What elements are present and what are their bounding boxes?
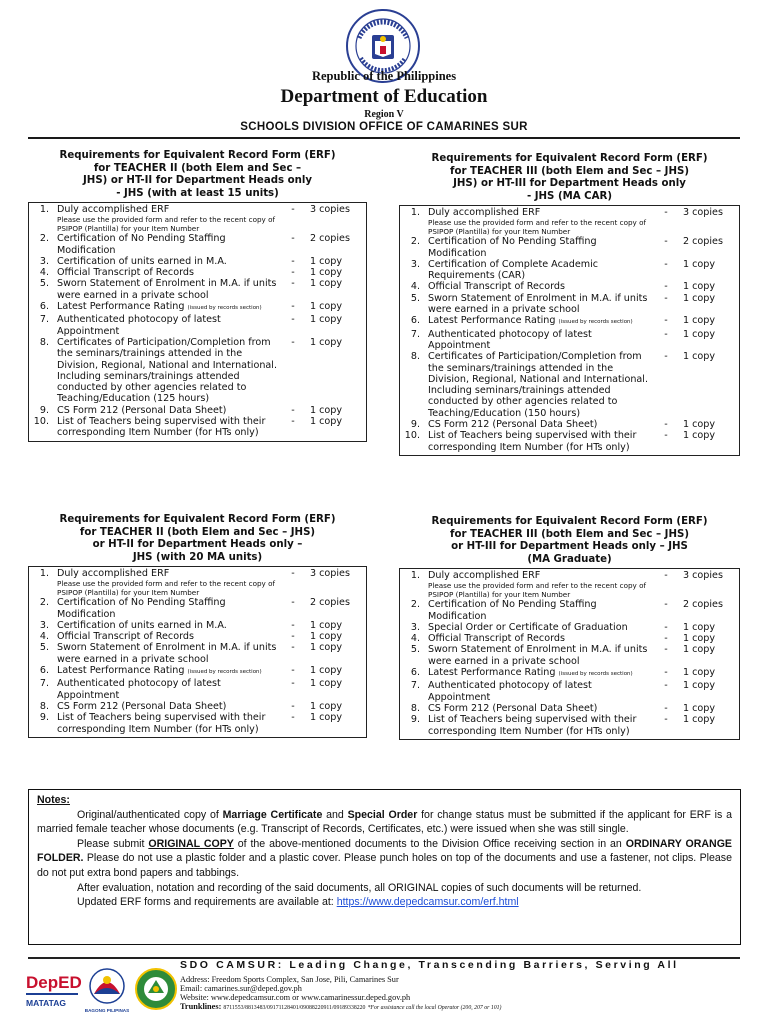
list-item: 4. Official Transcript of Records - 1 copy xyxy=(39,267,343,279)
requirements-teacher2-15units xyxy=(28,150,367,442)
list-item: 3. Certification of Complete Academic Requirements (CAR) - 1 copy xyxy=(410,258,716,282)
list-item: 8. CS Form 212 (Personal Data Sheet) - 1 copy xyxy=(410,702,716,714)
erf-forms-link[interactable]: https://www.depedcamsur.com/erf.html xyxy=(336,896,519,909)
list-item: 1. Duly accomplished ERF Please use the provided form and refer to the recent copy of PSIPOP (Plantilla) for your Item Number - 3 copies xyxy=(410,207,723,237)
requirements-list xyxy=(28,566,367,738)
list-item: 2. Certification of No Pending Staffing Modification - 2 copies xyxy=(410,599,723,622)
header-department: Department of Education xyxy=(280,86,488,107)
footer-website[interactable]: Website: www.depedcamsur.com or www.camarinessur.deped.gov.ph xyxy=(180,993,411,1002)
notes-paragraph-3: After evaluation, notation and recording of the said documents, all ORIGINAL copies of such documents will be returned. xyxy=(77,881,642,894)
header-division: SCHOOLS DIVISION OFFICE OF CAMARINES SUR xyxy=(240,121,528,133)
list-item: 7. Authenticated photocopy of latest Appointment - 1 copy xyxy=(410,680,716,703)
list-item: 2. Certification of No Pending Staffing Modification - 2 copies xyxy=(39,233,350,256)
footer-motto: SDO CAMSUR: Leading Change, Transcending Barriers, Serving All xyxy=(180,959,679,971)
list-item: 10. List of Teachers being supervised with their corresponding Item Number (for HTs only) - 1 copy xyxy=(404,430,716,453)
list-item: 4. Official Transcript of Records - 1 copy xyxy=(39,631,343,643)
list-item: 9. List of Teachers being supervised with their corresponding Item Number (for HTs only) - 1 copy xyxy=(39,712,343,735)
header-republic: Republic of the Philippines xyxy=(311,69,457,83)
footer-logos xyxy=(24,962,184,1020)
list-item: 9. CS Form 212 (Personal Data Sheet) - 1 copy xyxy=(39,404,343,416)
list-item: 4. Official Transcript of Records - 1 copy xyxy=(410,281,716,293)
list-item: 2. Certification of No Pending Staffing Modification - 2 copies xyxy=(410,236,723,259)
list-item: 3. Special Order or Certificate of Graduation - 1 copy xyxy=(410,621,716,633)
notes-paragraph-1: Original/authenticated copy of Marriage Certificate and Special Order for change status must be submitted if the applicant for ERF is a married female teacher whose documents (e.g. Transcript of Records, Certificates, etc.) were issued when she was still single. xyxy=(37,808,733,836)
list-item: 7. Authenticated photocopy of latest Appointment - 1 copy xyxy=(39,678,343,701)
notes-paragraph-2: Please submit ORIGINAL COPY of the above-mentioned documents to the Division Office receiving section in an ORDINARY ORANGE FOLDER. Please do not use a plastic folder and a plastic cover. Please punch holes on top of the documents and use a fastener, not clips. Please do not put extra bond papers and tabbings. xyxy=(37,837,732,879)
list-item: 6. Latest Performance Rating (issued by records section) - 1 copy xyxy=(39,665,343,677)
requirements-list xyxy=(399,568,740,740)
list-item: 1. Duly accomplished ERF Please use the provided form and refer to the recent copy of PSIPOP (Plantilla) for your Item Number - 3 copies xyxy=(410,570,723,600)
logo-matatag-text: MATATAG xyxy=(26,998,66,1008)
list-item: 5. Sworn Statement of Enrolment in M.A. if units were earned in a private school - 1 copy xyxy=(39,278,343,301)
list-item: 10. List of Teachers being supervised with their corresponding Item Number (for HTs only) - 1 copy xyxy=(33,416,343,439)
list-item: 8. CS Form 212 (Personal Data Sheet) - 1 copy xyxy=(39,700,343,712)
footer-address: Address: Freedom Sports Complex, San Jose, Pili, Camarines Sur xyxy=(180,975,399,984)
list-item: 7. Authenticated photocopy of latest Appointment - 1 copy xyxy=(410,328,716,351)
header-divider xyxy=(28,137,740,139)
list-item: 2. Certification of No Pending Staffing Modification - 2 copies xyxy=(39,597,350,620)
list-item: 1. Duly accomplished ERF Please use the provided form and refer to the recent copy of PSIPOP (Plantilla) for your Item Number - 3 copies xyxy=(39,568,350,598)
block-title: Requirements for Equivalent Record Form (ERF) for TEACHER II (both Elem and Sec – JHS) or HT-II for Department Heads only - JHS (with at least 15 units) xyxy=(59,150,336,199)
list-item: 3. Certification of units earned in M.A. - 1 copy xyxy=(39,255,343,267)
notes-title: Notes: xyxy=(37,794,70,806)
requirements-list xyxy=(28,202,367,442)
list-item: 5. Sworn Statement of Enrolment in M.A. if units were earned in a private school - 1 copy xyxy=(410,292,716,316)
requirements-teacher3-ma-car xyxy=(399,153,740,456)
notes-paragraph-4: Updated ERF forms and requirements are available at: https://www.depedcamsur.com/erf.html xyxy=(77,896,519,909)
sdo-camsur-seal-icon xyxy=(136,969,176,1009)
list-item: 1. Duly accomplished ERF Please use the provided form and refer to the recent copy of PSIPOP (Plantilla) for your Item Number - 3 copies xyxy=(39,204,350,234)
list-item: 7. Authenticated photocopy of latest Appointment - 1 copy xyxy=(39,314,343,337)
list-item: 8. Certificates of Participation/Completion from the seminars/trainings attended in the Division, Regional, National and International. Including seminars/trainings attended conducted by other agencies related to Teaching/Education (125 hours) - 1 copy xyxy=(39,336,343,405)
notes-box xyxy=(28,789,741,945)
deped-matatag-logo-icon xyxy=(26,973,82,1008)
block-title: Requirements for Equivalent Record Form (ERF) for TEACHER III (both Elem and Sec – JHS) JHS) or HT-III for Department Heads only - JHS (MA CAR) xyxy=(431,153,708,202)
logo-bagong-text: BAGONG PILIPINAS xyxy=(84,1008,130,1013)
bagong-pilipinas-logo-icon xyxy=(85,969,129,1013)
requirements-teacher3-ma-graduate xyxy=(399,516,740,740)
list-item: 9. CS Form 212 (Personal Data Sheet) - 1 copy xyxy=(410,419,716,431)
list-item: 5. Sworn Statement of Enrolment in M.A. if units were earned in a private school - 1 copy xyxy=(410,644,716,667)
footer-trunklines: Trunklines: 8711553/8813483/09171128401/09088220911/09189338220 *For assistance call the local Operator (200, 207 or 101) xyxy=(180,1002,502,1011)
requirements-list xyxy=(399,205,740,456)
list-item: 6. Latest Performance Rating (issued by records section) - 1 copy xyxy=(410,315,716,327)
list-item: 6. Latest Performance Rating (issued by records section) - 1 copy xyxy=(39,301,343,313)
list-item: 5. Sworn Statement of Enrolment in M.A. if units were earned in a private school - 1 copy xyxy=(39,642,343,665)
logo-deped-text: DepED xyxy=(26,973,82,992)
header-region: Region V xyxy=(364,109,404,120)
footer-email[interactable]: Email: camarines.sur@deped.gov.ph xyxy=(180,984,302,993)
list-item: 8. Certificates of Participation/Completion from the seminars/trainings attended in the Division, Regional, National and International. Including seminars/trainings attended conducted by other agencies related to Teaching/Education (150 hours) - 1 copy xyxy=(410,351,716,419)
block-title: Requirements for Equivalent Record Form (ERF) for TEACHER III (both Elem and Sec – JHS) or HT-III for Department Heads only – JHS (MA Graduate) xyxy=(431,516,708,565)
list-item: 6. Latest Performance Rating (issued by records section) - 1 copy xyxy=(410,667,716,679)
list-item: 9. List of Teachers being supervised with their corresponding Item Number (for HTs only) - 1 copy xyxy=(410,714,716,737)
list-item: 4. Official Transcript of Records - 1 copy xyxy=(410,633,716,645)
block-title: Requirements for Equivalent Record Form (ERF) for TEACHER II (both Elem and Sec – JHS) or HT-II for Department Heads only – JHS (with 20 MA units) xyxy=(59,514,336,563)
requirements-teacher2-20units xyxy=(28,514,367,738)
list-item: 3. Certification of units earned in M.A. - 1 copy xyxy=(39,619,343,631)
